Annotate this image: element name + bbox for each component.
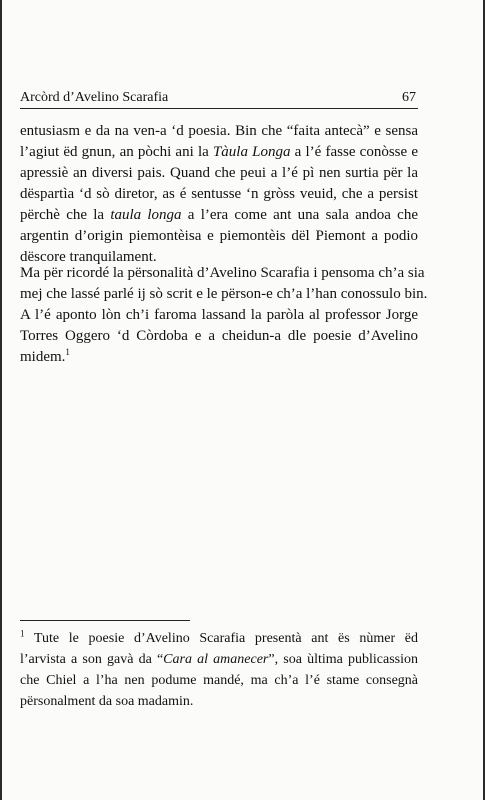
text-line: Ma për ricordé la përsonalità d’Avelino Scarafia i pensoma ch’a sia — [20, 265, 425, 281]
text-line: entusiasm e da na ven-a ‘d poesia. Bin che “faita antecà” e sensa — [20, 123, 418, 139]
italic-title: Tàula Longa — [212, 144, 291, 160]
page-number: 67 — [402, 90, 416, 105]
text-line: Torres Oggero ‘d Còrdoba e a cheidun-a dle poesie d’Avelino — [20, 328, 418, 344]
text-line: dëscore tranquilament. — [20, 249, 157, 265]
text-line: mej che lassé parlé ij sò scrit e le përson-e ch’a l’han conossulo bin. — [20, 286, 428, 302]
footnote-line: $^1$ Tute le poesie d’Avelino Scarafia presentà ant ës nùmer ëd — [20, 628, 418, 646]
text-line: argentin d’origin piemontèisa e piemontèis dël Piemont a podio — [20, 228, 418, 244]
running-header — [20, 90, 418, 109]
footnote-separator — [20, 620, 190, 621]
text-line: përchè che la taula longa a l’era come ant una sala andoa che — [20, 207, 418, 223]
book-page — [2, 0, 483, 800]
text-line: l’agiut ëd gnun, an pòchi ani la Tàula Longa a l’é fasse conòsse e — [20, 144, 418, 160]
text-line: midem.$^1$ — [20, 347, 70, 365]
italic-title: Cara al amanecer — [163, 652, 269, 667]
paragraph-1 — [20, 121, 418, 268]
footnote-line: përsonalment da soa madamin. — [20, 694, 194, 709]
text-line: A l’é aponto lòn ch’i faroma lassand la paròla al professor Jorge — [20, 307, 418, 323]
text-line: dëspartìa ‘d sò diretor, as é sentusse ‘n gròss veuid, che a persist — [20, 186, 418, 202]
footnote — [20, 628, 418, 712]
paragraph-2 — [20, 263, 428, 368]
footnote-reference: 1 — [65, 347, 70, 357]
footnote-line: l’arvista a son gavà da “Cara al amanecer”, soa ùltima publicassion — [20, 652, 418, 667]
footnote-marker: 1 — [20, 628, 25, 639]
text-line: apressiè an diversi pais. Quand che peui a l’é pì nen surtia për la — [20, 165, 418, 181]
italic-title: taula longa — [110, 207, 182, 223]
footnote-line: che Chiel a l’ha nen podume mandé, ma ch’a l’é stame consegnà — [20, 673, 418, 688]
running-title: Arcòrd d’Avelino Scarafia — [20, 90, 169, 105]
